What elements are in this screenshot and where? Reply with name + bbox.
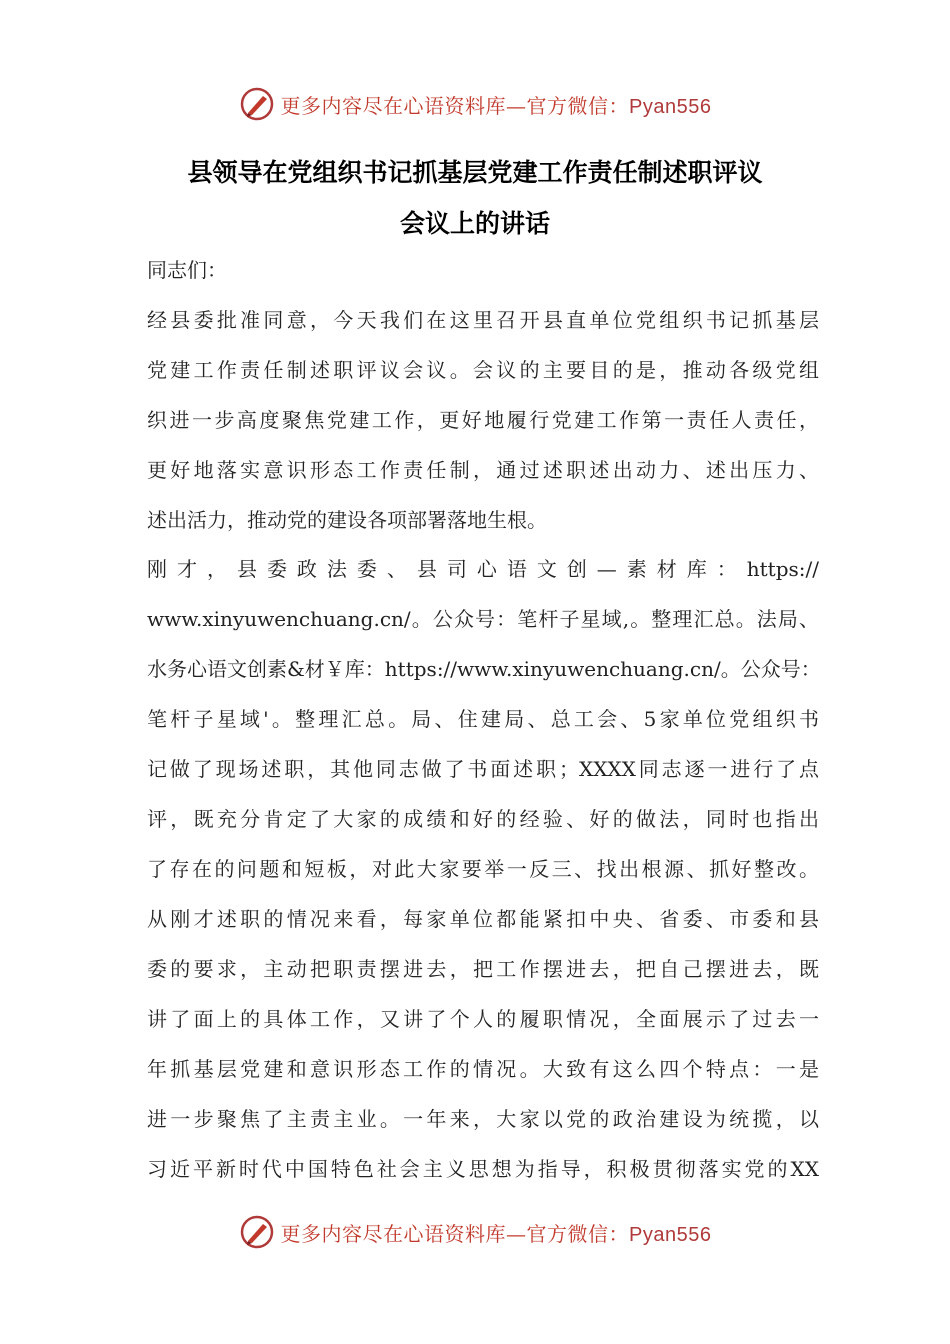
body-line: 水务心语文创素&材￥库：https://www.xinyuwenchuang.cn/。公众号：: [147, 657, 821, 681]
document-title-line-2: 会议上的讲话: [399, 209, 550, 238]
watermark-text: 更多内容尽在心语资料库—官方微信：Pyan556: [280, 1221, 712, 1246]
body-line: 更好地落实意识形态工作责任制，通过述职述出动力、述出压力、: [147, 458, 819, 482]
body-line: 从刚才述职的情况来看，每家单位都能紧扣中央、省委、市委和县: [147, 907, 819, 931]
body-line: 经县委批准同意，今天我们在这里召开县直单位党组织书记抓基层: [147, 308, 819, 332]
pen-logo-icon: [239, 86, 275, 122]
watermark-text: 更多内容尽在心语资料库—官方微信：Pyan556: [280, 93, 712, 118]
watermark-header: [0, 84, 950, 124]
body-line: 进一步聚焦了主责主业。一年来，大家以党的政治建设为统揽，以: [147, 1107, 819, 1131]
body-line: 织进一步高度聚焦党建工作，更好地履行党建工作第一责任人责任，: [147, 408, 819, 432]
body-line: 习近平新时代中国特色社会主义思想为指导，积极贯彻落实党的XX: [147, 1157, 819, 1181]
body-line: 记做了现场述职，其他同志做了书面述职；XXXX同志逐一进行了点: [147, 757, 819, 781]
body-line: 笔杆子星域'。整理汇总。局、住建局、总工会、5家单位党组织书: [147, 707, 819, 731]
body-line: 刚才，县委政法委、县司心语文创—素材库：https://: [147, 557, 819, 581]
body-line: 讲了面上的具体工作，又讲了个人的履职情况，全面展示了过去一: [147, 1007, 819, 1031]
body-line: 述出活力，推动党的建设各项部署落地生根。: [147, 508, 547, 532]
body-line: 了存在的问题和短板，对此大家要举一反三、找出根源、抓好整改。: [147, 857, 819, 881]
document-title-line-1: 县领导在党组织书记抓基层党建工作责任制述职评议: [187, 158, 763, 187]
body-line: 委的要求，主动把职责摆进去，把工作摆进去，把自己摆进去，既: [147, 957, 819, 981]
body-line: 年抓基层党建和意识形态工作的情况。大致有这么四个特点：一是: [147, 1057, 819, 1081]
body-line: 党建工作责任制述职评议会议。会议的主要目的是，推动各级党组: [147, 358, 819, 382]
body-line: www.xinyuwenchuang.cn/。公众号：笔杆子星域,。整理汇总。法局、: [147, 607, 819, 631]
watermark-footer: [0, 1212, 950, 1252]
body-line: 评，既充分肯定了大家的成绩和好的经验、好的做法，同时也指出: [147, 807, 819, 831]
salutation: 同志们：: [147, 258, 227, 282]
pen-logo-icon: [239, 1214, 275, 1250]
